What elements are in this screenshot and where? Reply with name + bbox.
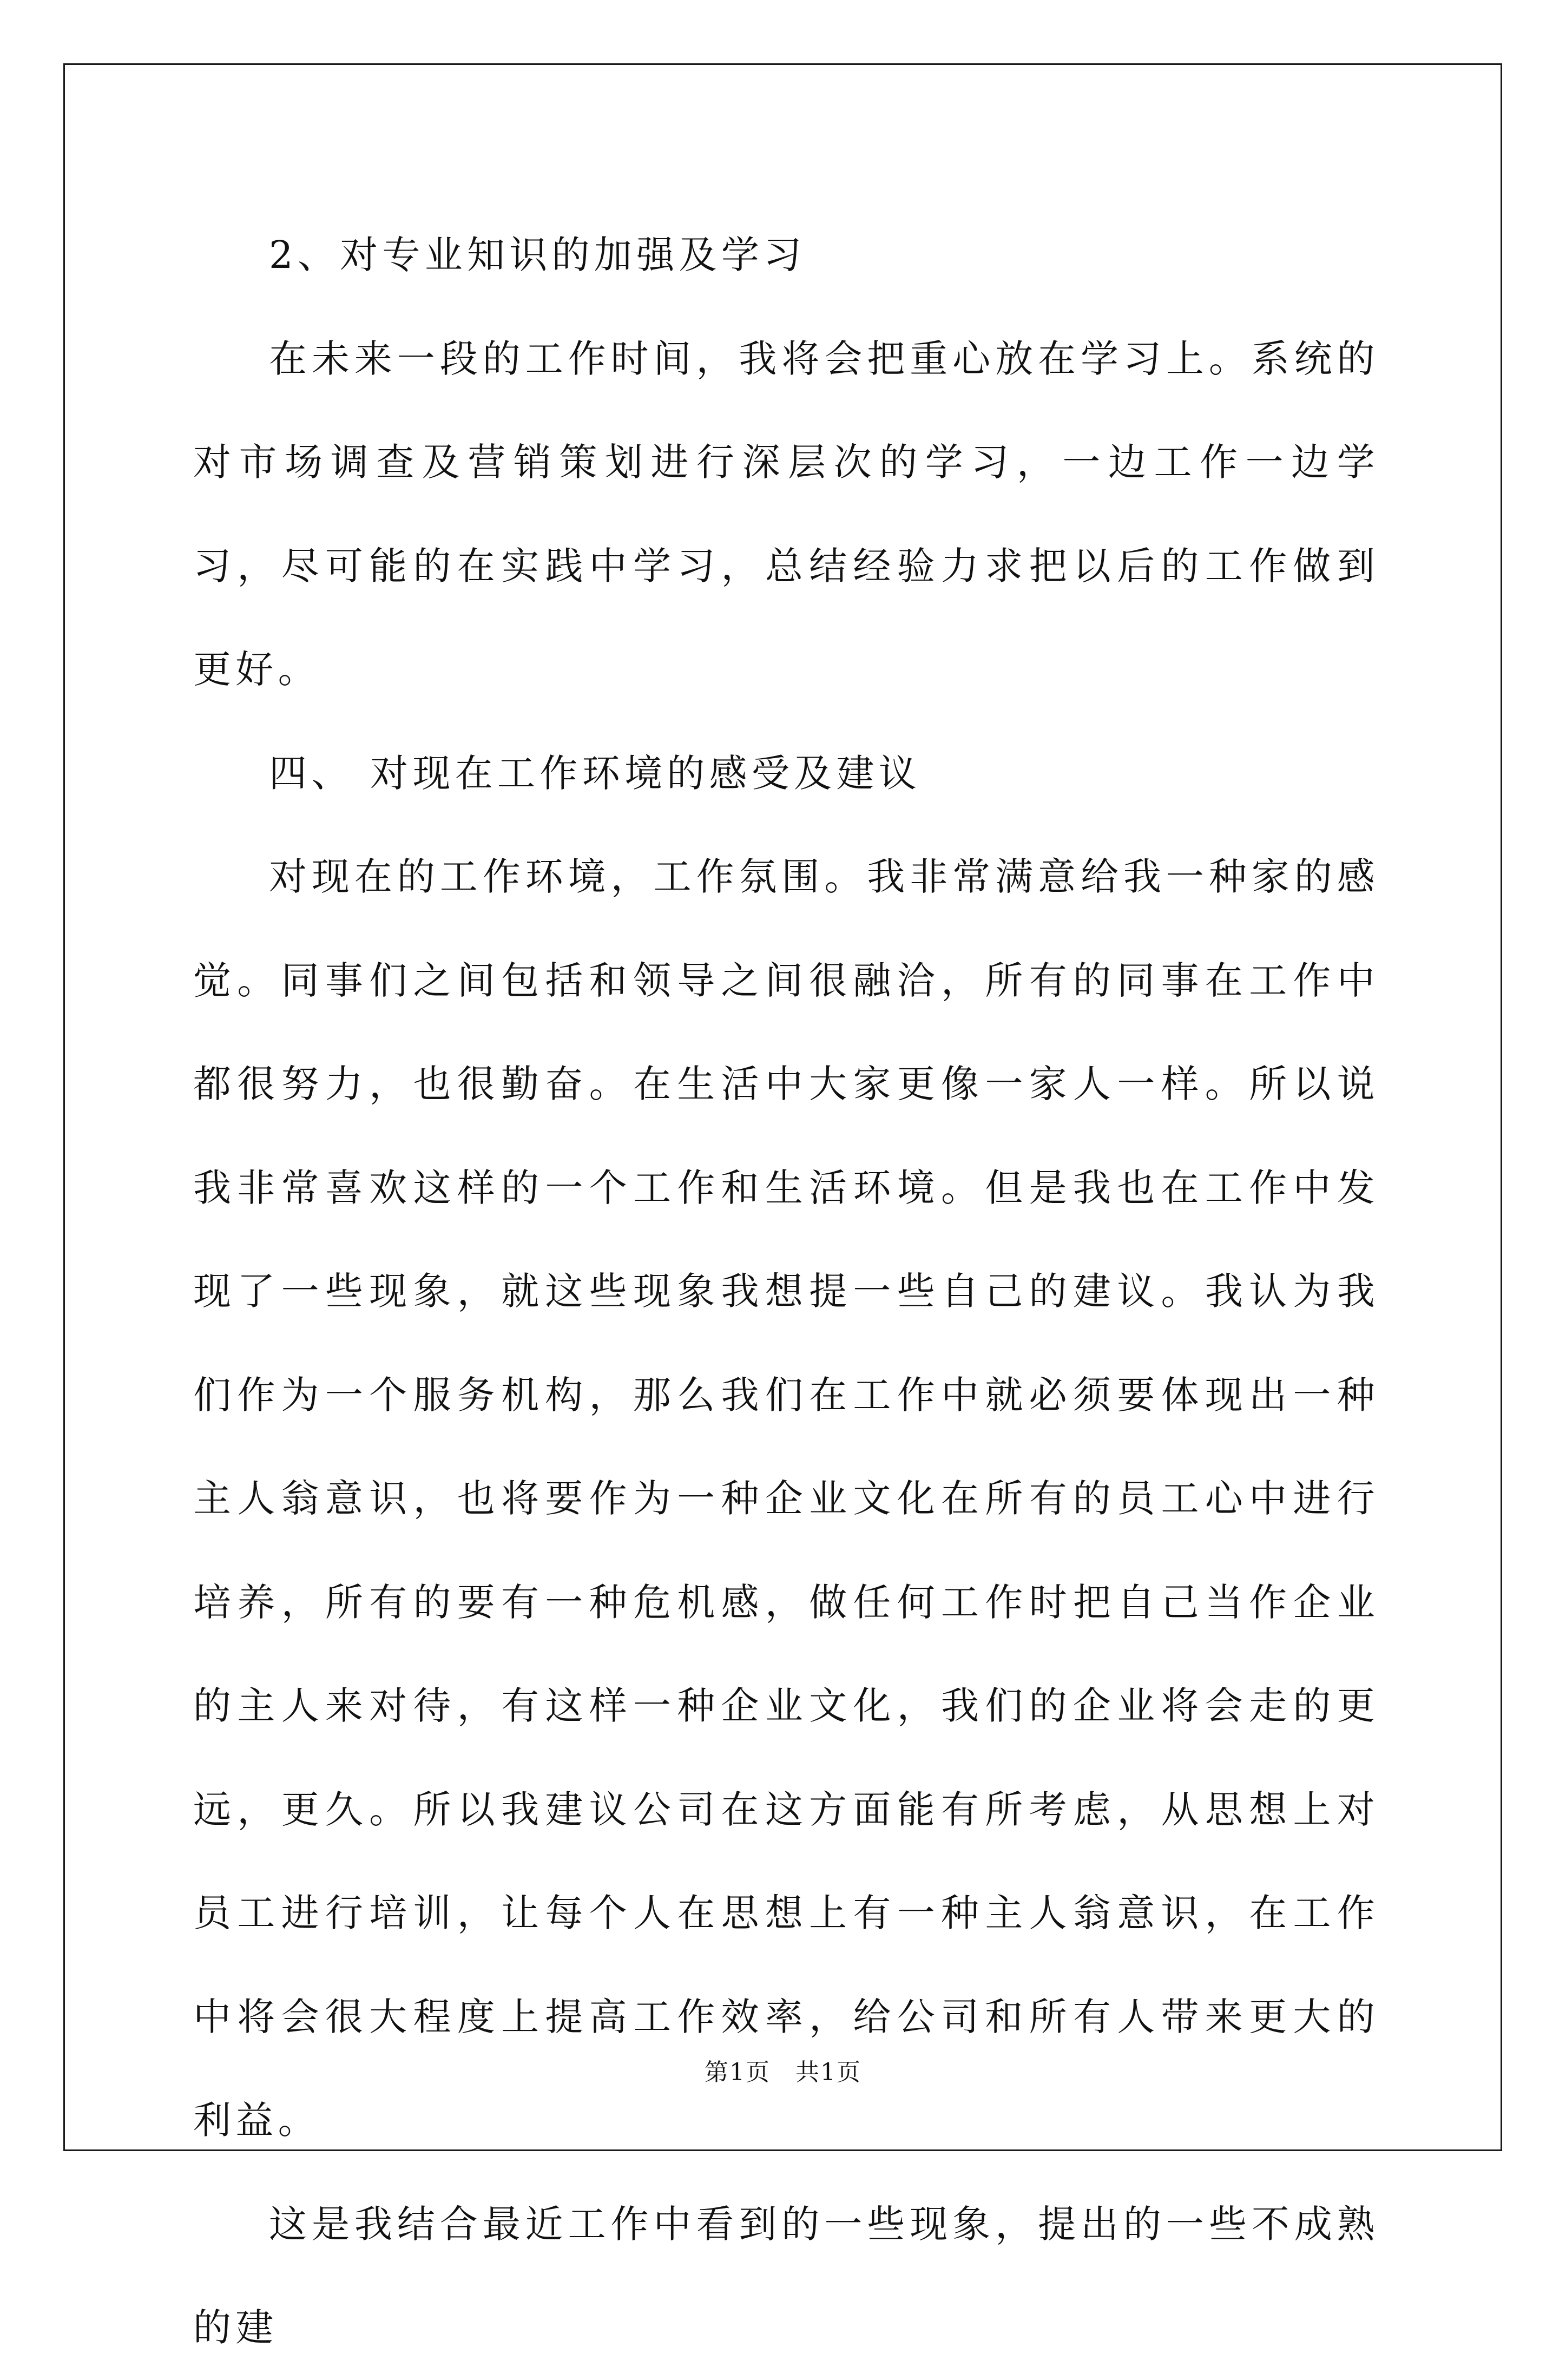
paragraph-closing: 这是我结合最近工作中看到的一些现象，提出的一些不成熟的建: [193, 2201, 1379, 2350]
paragraph-study-plan: 在未来一段的工作时间，我将会把重心放在学习上。系统的对市场调查及营销策划进行深层次的学习，一边工作一边学习，尽可能的在实践中学习，总结经验力求把以后的工作做到更好。: [193, 336, 1379, 692]
document-body: [193, 203, 1379, 2380]
paragraph-environment-suggestions: 对现在的工作环境，工作氛围。我非常满意给我一种家的感觉。同事们之间包括和领导之间很融洽，所有的同事在工作中都很努力，也很勤奋。在生活中大家更像一家人一样。所以说我非常喜欢这样的一个工作和生活环境。但是我也在工作中发现了一些现象，就这些现象我想提一些自己的建议。我认为我们作为一个服务机构，那么我们在工作中就必须要体现出一种主人翁意识，也将要作为一种企业文化在所有的员工心中进行培养，所有的要有一种危机感，做任何工作时把自己当作企业的主人来对待，有这样一种企业文化，我们的企业将会走的更远，更久。所以我建议公司在这方面能有所考虑，从思想上对员工进行培训，让每个人在思想上有一种主人翁意识，在工作中将会很大程度上提高工作效率，给公司和所有人带来更大的利益。: [193, 854, 1379, 2142]
section-heading-professional-study: 2、对专业知识的加强及学习: [269, 233, 806, 277]
page-footer: 第1页 共1页: [705, 2059, 861, 2086]
section-heading-work-environment: 四、 对现在工作环境的感受及建议: [269, 751, 922, 795]
